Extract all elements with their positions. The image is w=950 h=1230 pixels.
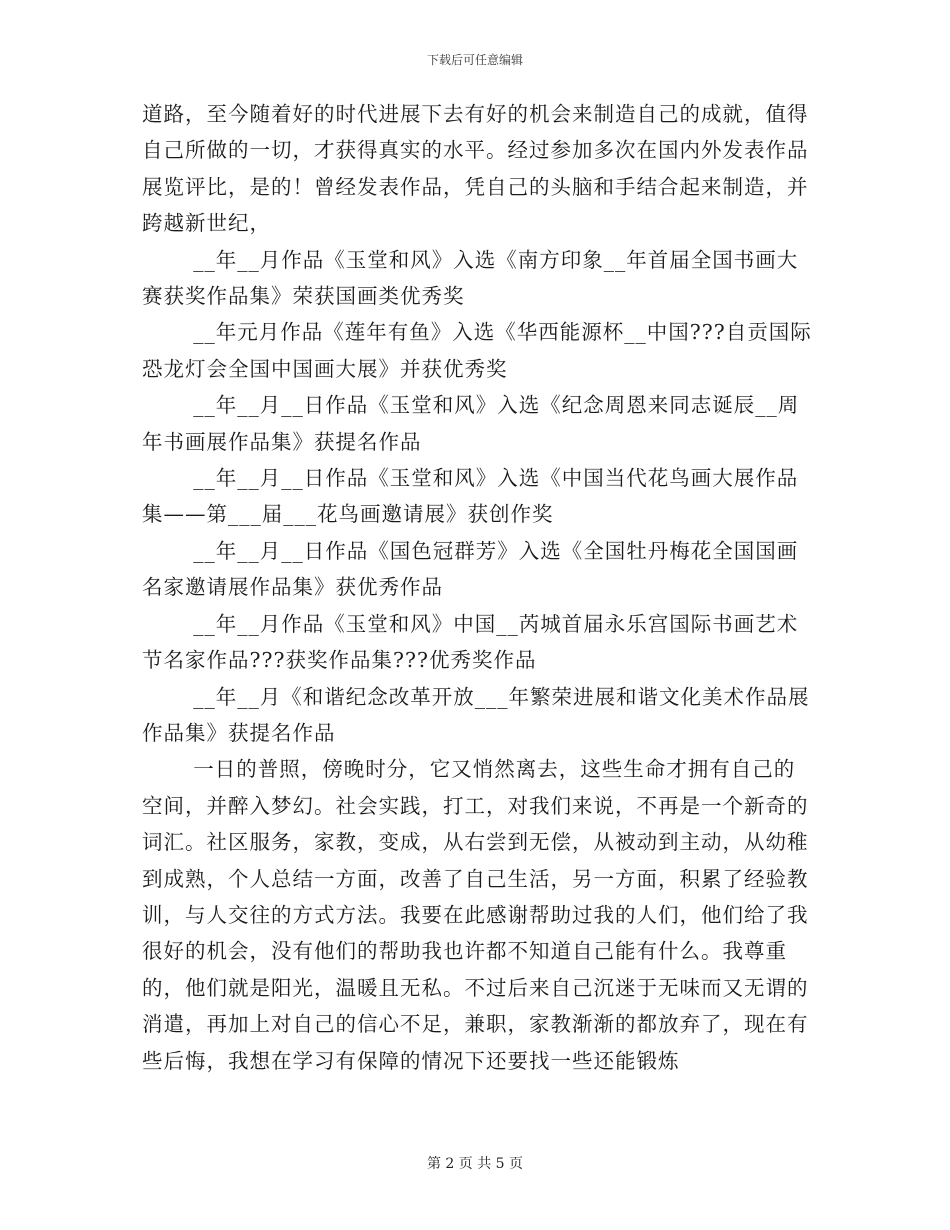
award-entry: __年__月作品《玉堂和风》中国__芮城首届永乐宫国际书画艺术节名家作品???获奖作品集???优秀奖作品 [142,611,799,673]
paragraph: 一日的普照，傍晚时分，它又悄然离去，这些生命才拥有自己的空间，并醉入梦幻。社会实践，打工，对我们来说，不再是一个新奇的词汇。社区服务，家教，变成，从右尝到无偿，从被动到主动，从幼稚到成熟，个人总结一方面，改善了自己生活，另一方面，积累了经验教训，与人交往的方式方法。我要在此感谢帮助过我的人们，他们给了我很好的机会，没有他们的帮助我也许都不知道自己能有什么。我尊重的，他们就是阳光，温暖且无私。不过后来自己沉迷于无味而又无谓的消遣，再加上对自己的信心不足，兼职，家教渐渐的都放弃了，现在有些后悔，我想在学习有保障的情况下还要找一些还能锻炼 [142,757,809,1073]
award-entry: __年__月作品《玉堂和风》入选《南方印象__年首届全国书画大赛获奖作品集》荣获国画类优秀奖 [142,247,799,309]
award-entry: __年__月__日作品《玉堂和风》入选《纪念周恩来同志诞辰__周年书画展作品集》获提名作品 [142,393,800,454]
award-entry: __年__月《和谐纪念改革开放___年繁荣进展和谐文化美术作品展作品集》获提名作品 [142,684,810,745]
page-header: 下载后可任意编辑 [426,53,523,67]
page-number: 第 2 页 共 5 页 [426,1156,524,1172]
award-entry: __年__月__日作品《玉堂和风》入选《中国当代花鸟画大展作品集——第___届___花鸟画邀请展》获创作奖 [142,466,799,527]
document-body [142,96,814,1079]
paragraph: 道路，至今随着好的时代进展下去有好的机会来制造自己的成就，值得自己所做的一切，才获得真实的水平。经过参加多次在国内外发表作品展览评比，是的！曾经发表作品，凭自己的头脑和手结合起来制造，并跨越新世纪， [142,102,809,236]
award-entry: __年元月作品《莲年有鱼》入选《华西能源杯__中国???自贡国际恐龙灯会全国中国画大展》并获优秀奖 [142,320,812,381]
award-entry: __年__月__日作品《国色冠群芳》入选《全国牡丹梅花全国国画名家邀请展作品集》获优秀作品 [142,538,799,600]
